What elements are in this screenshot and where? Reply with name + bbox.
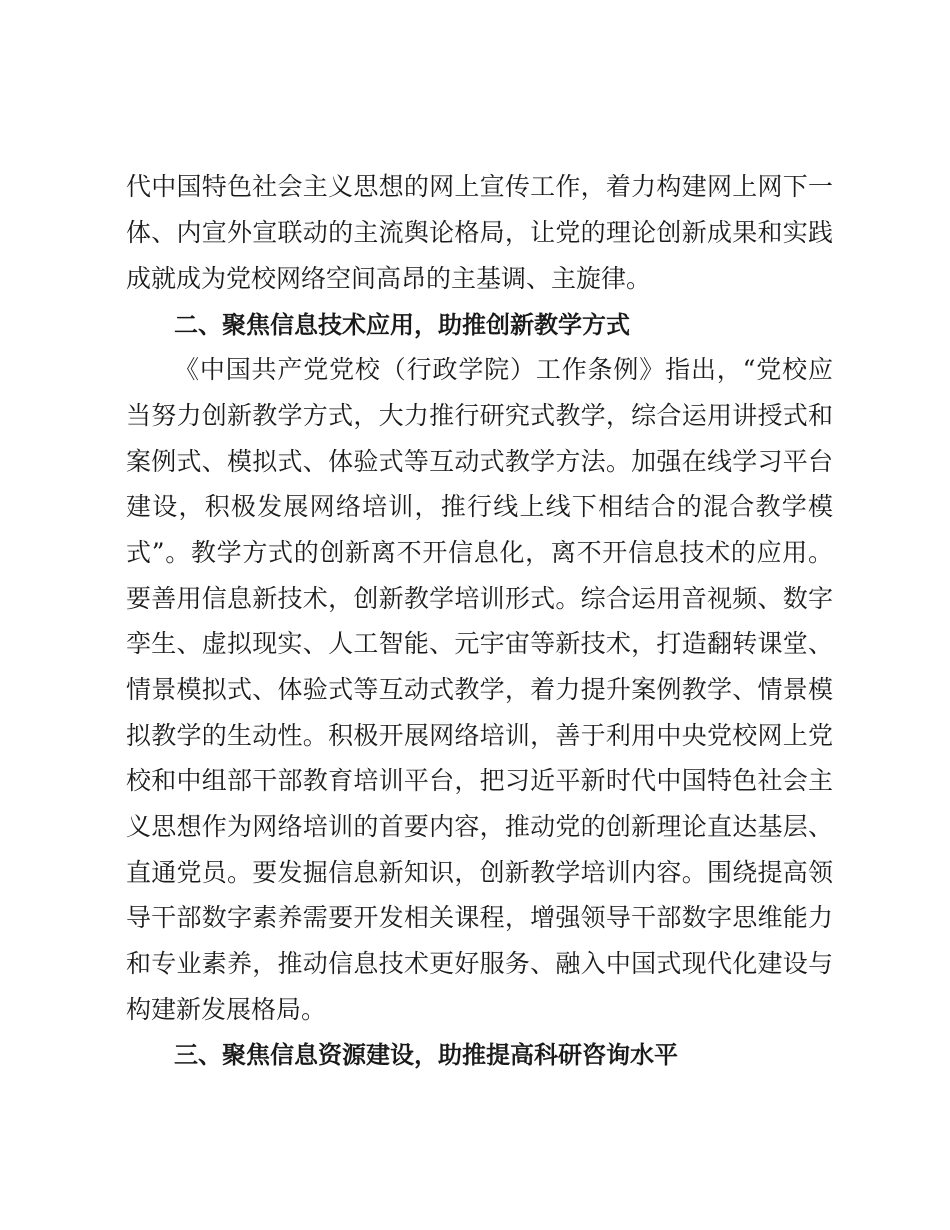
- paragraph-line-text: 成就成为党校网络空间高昂的主基调、主旋律。: [126, 264, 652, 293]
- paragraph-line: [0, 353, 950, 387]
- paragraph-line-text: 体、内宣外宣联动的主流舆论格局，让党的理论创新成果和实践: [126, 218, 833, 247]
- paragraph-line-text: 情景模拟式、体验式等互动式教学，着力提升案例教学、情景模: [126, 675, 833, 704]
- paragraph-line: [0, 399, 950, 433]
- paragraph-line-text: 构建新发展格局。: [126, 995, 327, 1024]
- paragraph-line-text: 代中国特色社会主义思想的网上宣传工作，着力构建网上网下一: [126, 172, 833, 201]
- paragraph-line-text: 孪生、虚拟现实、人工智能、元宇宙等新技术，打造翻转课堂、: [126, 629, 833, 658]
- paragraph-line: [0, 170, 950, 204]
- paragraph-line-text: 拟教学的生动性。积极开展网络培训，善于利用中央党校网上党: [126, 721, 833, 750]
- paragraph-line-text: 式”。教学方式的创新离不开信息化，离不开信息技术的应用。: [126, 538, 833, 567]
- section-heading-text: 二、聚焦信息技术应用，助推创新教学方式: [174, 311, 630, 339]
- paragraph-line-text: 《中国共产党党校（行政学院）工作条例》指出，“党校应: [174, 355, 833, 384]
- paragraph-line-text: 建设，积极发展网络培训，推行线上线下相结合的混合教学模: [126, 492, 833, 521]
- section-heading: [0, 308, 950, 342]
- paragraph-line: [0, 445, 950, 479]
- paragraph-line-text: 导干部数字素养需要开发相关课程，增强领导干部数字思维能力: [126, 903, 833, 932]
- paragraph-line-text: 要善用信息新技术，创新教学培训形式。综合运用音视频、数字: [126, 584, 833, 613]
- paragraph-line: [0, 627, 950, 661]
- paragraph-line: [0, 490, 950, 524]
- paragraph-line-text: 和专业素养，推动信息技术更好服务、融入中国式现代化建设与: [126, 949, 833, 978]
- paragraph-line-text: 校和中组部干部教育培训平台，把习近平新时代中国特色社会主: [126, 766, 833, 795]
- paragraph-line: [0, 993, 950, 1027]
- paragraph-line-text: 直通党员。要发掘信息新知识，创新教学培训内容。围绕提高领: [126, 858, 833, 887]
- paragraph-line: [0, 764, 950, 798]
- paragraph-line: [0, 582, 950, 616]
- section-heading-text: 三、聚焦信息资源建设，助推提高科研咨询水平: [174, 1041, 678, 1069]
- paragraph-line: [0, 856, 950, 890]
- paragraph-line: [0, 901, 950, 935]
- section-heading: [0, 1038, 950, 1072]
- paragraph-line-text: 案例式、模拟式、体验式等互动式教学方法。加强在线学习平台: [126, 447, 833, 476]
- paragraph-line: [0, 810, 950, 844]
- paragraph-line: [0, 673, 950, 707]
- paragraph-line: [0, 216, 950, 250]
- paragraph-line: [0, 536, 950, 570]
- paragraph-line-text: 义思想作为网络培训的首要内容，推动党的创新理论直达基层、: [126, 812, 833, 841]
- paragraph-line: [0, 947, 950, 981]
- paragraph-line: [0, 262, 950, 296]
- paragraph-line: [0, 719, 950, 753]
- paragraph-line-text: 当努力创新教学方式，大力推行研究式教学，综合运用讲授式和: [126, 401, 833, 430]
